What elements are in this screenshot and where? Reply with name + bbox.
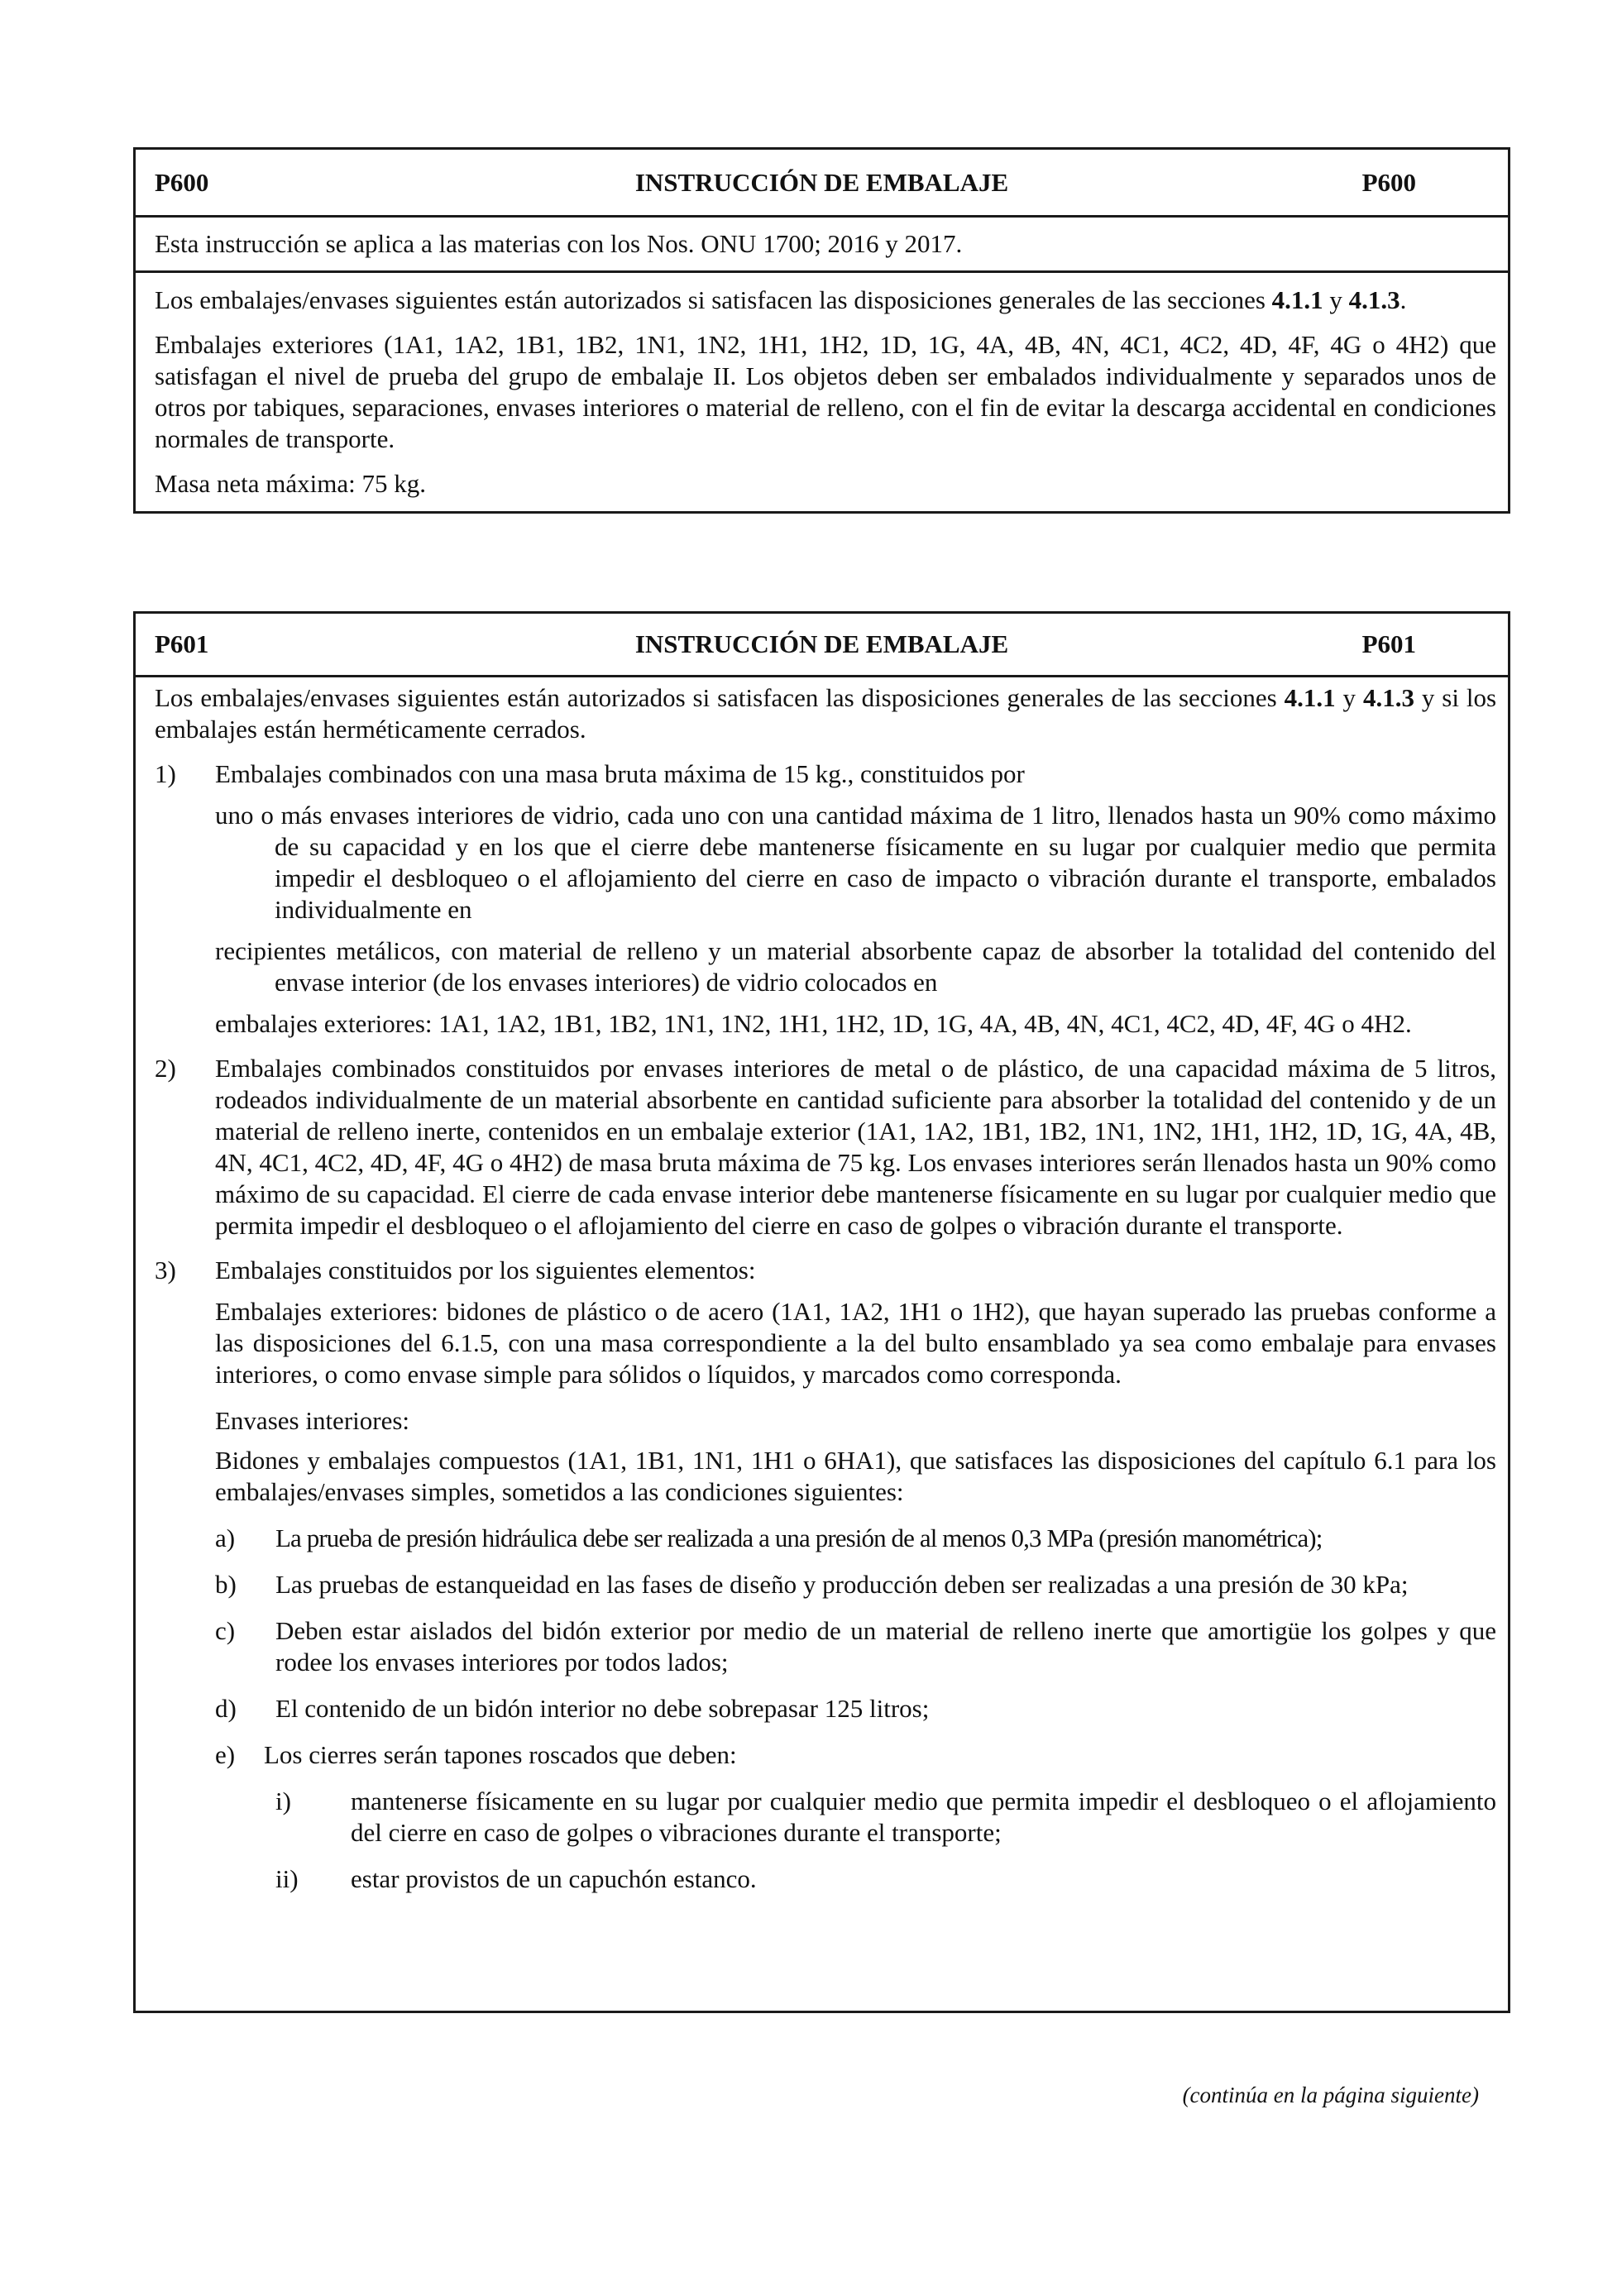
intro-text: Los embalajes/envases siguientes están autorizados si satisfacen las disposiciones generales de las secciones 4.1.1 y 4.1.3 y si los embalajes están herméticamente cerrados. xyxy=(155,683,1497,744)
code-left: P601 xyxy=(155,629,209,658)
inner-glass-text: uno o más envases interiores de vidrio, cada uno con una cantidad máxima de 1 litro, llenados hasta un 90% como máximo de su capacidad y en los que el cierre debe mantenerse físicamente en su lugar por cualquier medio que permita impedir el desbloqueo o el aflojamiento del cierre en caso de impacto o vibración durante el transporte, embalados individualmente en xyxy=(215,801,1496,924)
max-mass-text: Masa neta máxima: 75 kg. xyxy=(155,469,426,498)
condition-c: c) Deben estar aislados del bidón exterior por medio de un material de relleno inerte que amortigüe los golpes y que rodee los envases interiores por todos lados; xyxy=(215,1616,1496,1677)
list-item-1 xyxy=(155,758,1496,790)
inner-label: Envases interiores: xyxy=(215,1406,410,1435)
intro-text: Los embalajes/envases siguientes están autorizados si satisfacen las disposiciones generales de las secciones 4.1.1 y 4.1.3. xyxy=(155,285,1407,314)
code-left: P600 xyxy=(155,167,209,197)
code-right: P601 xyxy=(1361,629,1416,658)
scope-text: Esta instrucción se aplica a las materias con los Nos. ONU 1700; 2016 y 2017. xyxy=(155,229,963,258)
table-header xyxy=(136,614,1508,677)
closure-ii: ii) estar provistos de un capuchón estanco. xyxy=(275,1864,757,1893)
packing-instruction-p601 xyxy=(133,611,1510,2013)
outer-drums-text: Embalajes exteriores: bidones de plástico o de acero (1A1, 1A2, 1H1 o 1H2), que hayan superado las pruebas conforme a las disposiciones del 6.1.5, con una masa correspondiente a la del bulto ensamblado ya sea como embalaje para envases interiores, o como envase simple para sólidos o líquidos, y marcados como corresponda. xyxy=(215,1297,1496,1389)
item-text: Embalajes constituidos por los siguientes elementos: xyxy=(215,1256,756,1284)
condition-e: e) Los cierres serán tapones roscados que deben: xyxy=(215,1740,737,1769)
table-header xyxy=(136,150,1508,218)
table-title: INSTRUCCIÓN DE EMBALAJE xyxy=(634,629,1009,658)
condition-d: d) El contenido de un bidón interior no debe sobrepasar 125 litros; xyxy=(215,1694,930,1723)
table-title: INSTRUCCIÓN DE EMBALAJE xyxy=(634,167,1009,197)
continued-note: (continúa en la página siguiente) xyxy=(1182,2083,1479,2107)
content-row xyxy=(136,273,1508,511)
scope-row xyxy=(136,218,1508,273)
item-text: Embalajes combinados con una masa bruta máxima de 15 kg., constituidos por xyxy=(215,759,1025,788)
item-number: 1) xyxy=(155,759,176,788)
condition-a: a) La prueba de presión hidráulica debe ser realizada a una presión de al menos 0,3 MPa (presión manométrica); xyxy=(215,1523,1323,1552)
content-row xyxy=(136,677,1508,2011)
inner-text: Bidones y embalajes compuestos (1A1, 1B1, 1N1, 1H1 o 6HA1), que satisfaces las disposiciones del capítulo 6.1 para los embalajes/envases simples, sometidos a las condiciones siguientes: xyxy=(215,1446,1496,1506)
list-item-2 xyxy=(155,1053,1496,1241)
closure-i: i) mantenerse físicamente en su lugar por cualquier medio que permita impedir el desbloqueo o el aflojamiento del cierre en caso de golpes o vibraciones durante el transporte; xyxy=(275,1787,1496,1847)
item-number: 2) xyxy=(155,1054,176,1083)
outer-packagings-text: embalajes exteriores: 1A1, 1A2, 1B1, 1B2, 1N1, 1N2, 1H1, 1H2, 1D, 1G, 4A, 4B, 4N, 4C1, 4C2, 4D, 4F, 4G o 4H2. xyxy=(215,1009,1412,1038)
metal-receptacle-text: recipientes metálicos, con material de relleno y un material absorbente capaz de absorber la totalidad del contenido del envase interior (de los envases interiores) de vidrio colocados en xyxy=(215,936,1496,997)
code-right: P600 xyxy=(1361,167,1416,197)
outer-packagings-text: Embalajes exteriores (1A1, 1A2, 1B1, 1B2, 1N1, 1N2, 1H1, 1H2, 1D, 1G, 4A, 4B, 4N, 4C1, 4C2, 4D, 4F, 4G o 4H2) que satisfagan el nivel de prueba del grupo de embalaje II. Los objetos deben ser embalados individualmente y separados unos de otros por tabiques, separaciones, envases interiores o material de relleno, con el fin de evitar la descarga accidental en condiciones normales de transporte. xyxy=(155,330,1496,453)
item-text: Embalajes combinados constituidos por envases interiores de metal o de plástico, de una capacidad máxima de 5 litros, rodeados individualmente de un material absorbente en cantidad suficiente para absorber la totalidad del contenido y de un material de relleno inerte, contenidos en un embalaje exterior (1A1, 1A2, 1B1, 1B2, 1N1, 1N2, 1H1, 1H2, 1D, 1G, 4A, 4B, 4N, 4C1, 4C2, 4D, 4F, 4G o 4H2) de masa bruta máxima de 75 kg. Los envases interiores serán llenados hasta un 90% como máximo de su capacidad. El cierre de cada envase interior debe mantenerse físicamente en su lugar por cualquier medio que permita impedir el desbloqueo o el aflojamiento del cierre en caso de golpes o vibración durante el transporte. xyxy=(215,1054,1496,1240)
condition-b: b) Las pruebas de estanqueidad en las fases de diseño y producción deben ser realizadas a una presión de 30 kPa; xyxy=(215,1570,1409,1599)
item-number: 3) xyxy=(155,1256,176,1284)
list-item-3 xyxy=(155,1255,1496,1895)
packing-instruction-p600 xyxy=(133,147,1510,514)
